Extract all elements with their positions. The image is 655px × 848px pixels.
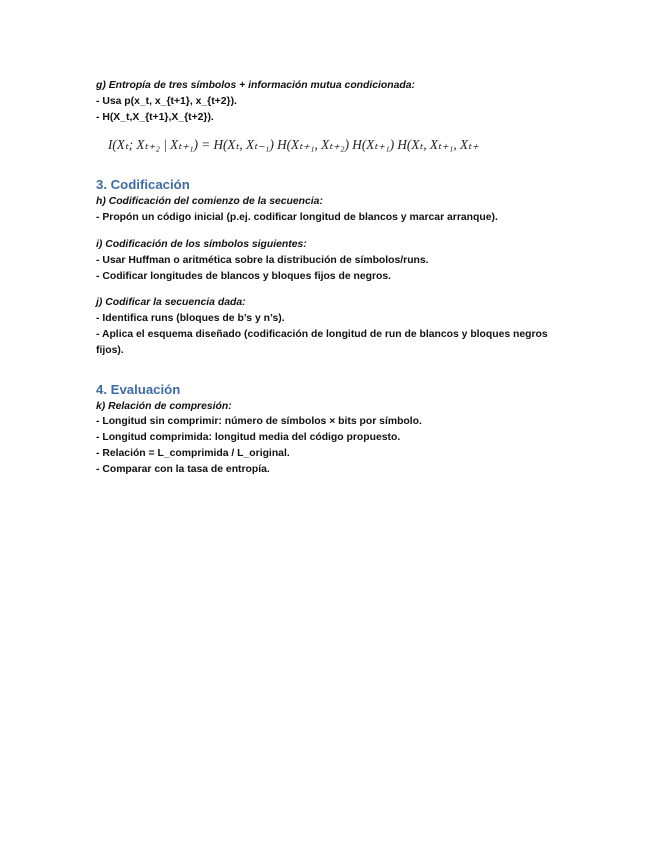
subsection-k-line-3: - Relación = L_comprimida / L_original. <box>96 447 290 459</box>
subsection-j-line-2: - Aplica el esquema diseñado (codificación de longitud de run de blancos y bloques negros fijos). <box>96 328 548 356</box>
section-heading-codificacion: 3. Codificación <box>96 177 190 193</box>
subsection-i-title: i) Codificación de los símbolos siguientes: <box>96 238 307 250</box>
subsection-h-title: h) Codificación del comienzo de la secuencia: <box>96 196 323 208</box>
subsection-k-line-4: - Comparar con la tasa de entropía. <box>96 463 270 475</box>
subsection-g-line-1: - Usa p(x_t, x_{t+1}, x_{t+2}). <box>96 95 237 107</box>
subsection-i-line-1: - Usar Huffman o aritmética sobre la distribución de símbolos/runs. <box>96 254 429 266</box>
subsection-g-line-2: - H(X_t,X_{t+1},X_{t+2}). <box>96 111 214 123</box>
subsection-k-line-2: - Longitud comprimida: longitud media del código propuesto. <box>96 432 401 444</box>
subsection-g-title: g) Entropía de tres símbolos + información mutua condicionada: <box>96 80 415 91</box>
document-page <box>96 78 566 478</box>
subsection-j-title: j) Codificar la secuencia dada: <box>96 297 246 309</box>
mutual-information-formula: I(Xₜ; Xₜ₊₂ | Xₜ₊₁) = H(Xₜ, Xₜ₋₁) H(Xₜ₊₁, Xₜ₊₂) H(Xₜ₊₁) H(Xₜ, Xₜ₊₁, Xₜ₊ <box>108 137 479 153</box>
subsection-k-title: k) Relación de compresión: <box>96 400 232 412</box>
section-heading-evaluacion: 4. Evaluación <box>96 381 181 397</box>
subsection-k-line-1: - Longitud sin comprimir: número de símbolos × bits por símbolo. <box>96 416 422 428</box>
subsection-i-line-2: - Codificar longitudes de blancos y bloques fijos de negros. <box>96 270 392 282</box>
subsection-j-line-1: - Identifica runs (bloques de b’s y n’s). <box>96 313 285 325</box>
subsection-h-line-1: - Propón un código inicial (p.ej. codificar longitud de blancos y marcar arranque). <box>96 212 498 224</box>
